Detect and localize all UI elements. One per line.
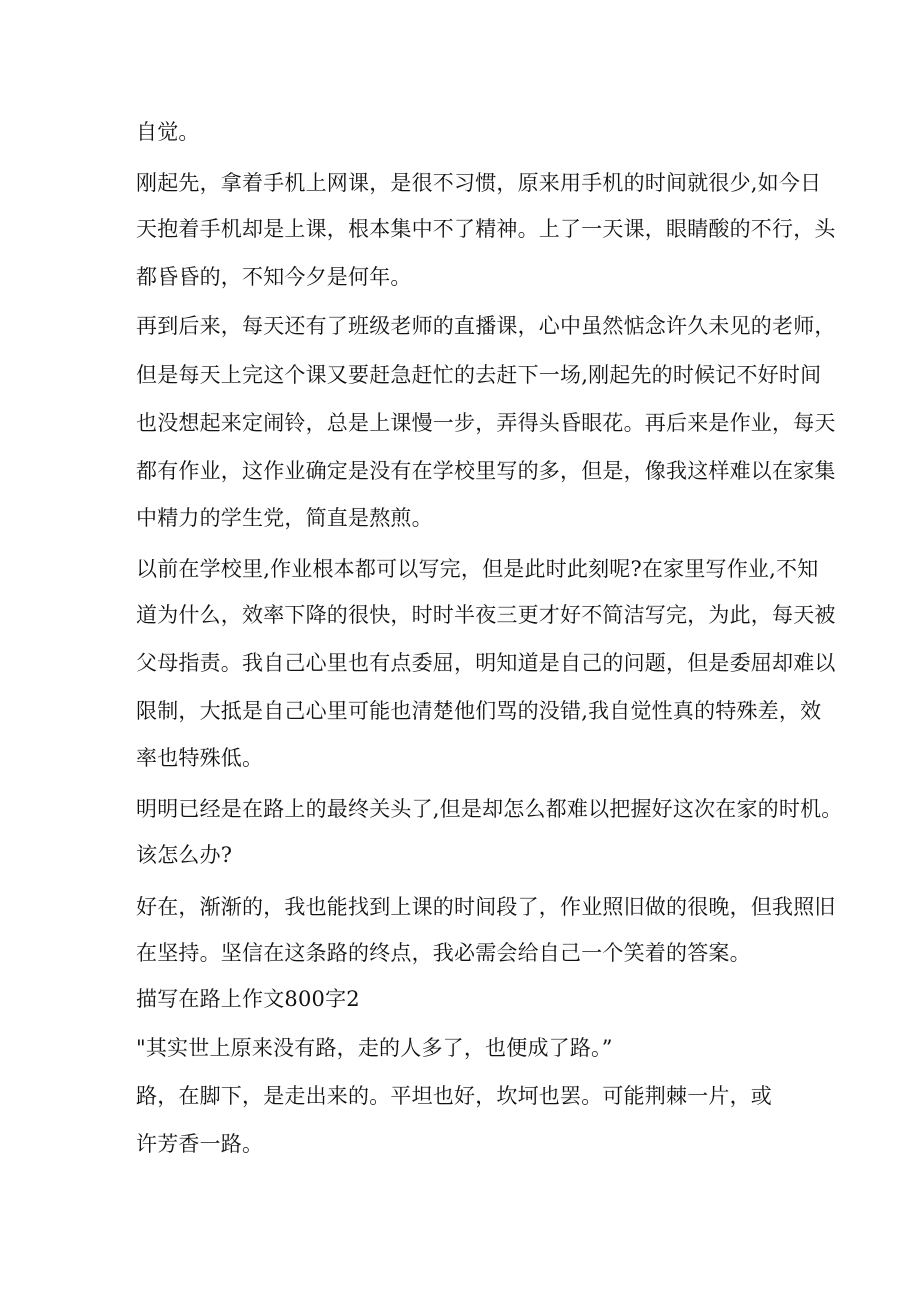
text-line: 许芳香一路。	[136, 1132, 264, 1156]
text-line: 但是每天上完这个课又要赶急赶忙的去赶下一场,刚起先的时候记不好时间	[136, 363, 822, 387]
text-line: 路，在脚下，是走出来的。平坦也好，坎坷也罢。可能荆棘一片，或	[136, 1084, 772, 1108]
text-line: 中精力的学生党，简直是熬煎。	[136, 506, 433, 530]
text-line: 刚起先，拿着手机上网课，是很不习惯，原来用手机的时间就很少,如今日	[136, 171, 822, 195]
text-line: 天抱着手机却是上课，根本集中不了精神。上了一天课，眼睛酸的不行，头	[136, 217, 836, 241]
text-line: 以前在学校里,作业根本都可以写完，但是此时此刻呢?在家里写作业,不知	[136, 557, 819, 581]
text-line: 好在，渐渐的，我也能找到上课的时间段了，作业照旧做的很晚，但我照旧	[136, 895, 836, 919]
text-line: 再到后来，每天还有了班级老师的直播课，心中虽然惦念许久未见的老师，	[136, 314, 836, 338]
section-heading: 描写在路上作文800字2	[136, 987, 360, 1011]
text-line: 自觉。	[136, 120, 200, 144]
text-line: 在坚持。坚信在这条路的终点，我必需会给自己一个笑着的答案。	[136, 941, 751, 965]
text-line: 也没想起来定闹铃，总是上课慢一步，弄得头昏眼花。再后来是作业，每天	[136, 411, 836, 435]
text-line: 父母指责。我自己心里也有点委屈，明知道是自己的问题，但是委屈却难以	[136, 651, 836, 675]
quote-line: "其实世上原来没有路，走的人多了，也便成了路。”	[136, 1036, 613, 1060]
text-line: 率也特殊低。	[136, 746, 264, 770]
text-line: 都昏昏的，不知今夕是何年。	[136, 265, 412, 289]
text-line: 该怎么办?	[136, 843, 233, 867]
text-line: 明明已经是在路上的最终关头了,但是却怎么都难以把握好这次在家的时机。	[136, 797, 843, 821]
text-line: 限制，大抵是自己心里可能也清楚他们骂的没错,我自觉性真的特殊差，效	[136, 699, 822, 723]
text-line: 都有作业，这作业确定是没有在学校里写的多，但是，像我这样难以在家集	[136, 459, 836, 483]
text-line: 道为什么，效率下降的很快，时时半夜三更才好不简洁写完，为此，每天被	[136, 603, 836, 627]
